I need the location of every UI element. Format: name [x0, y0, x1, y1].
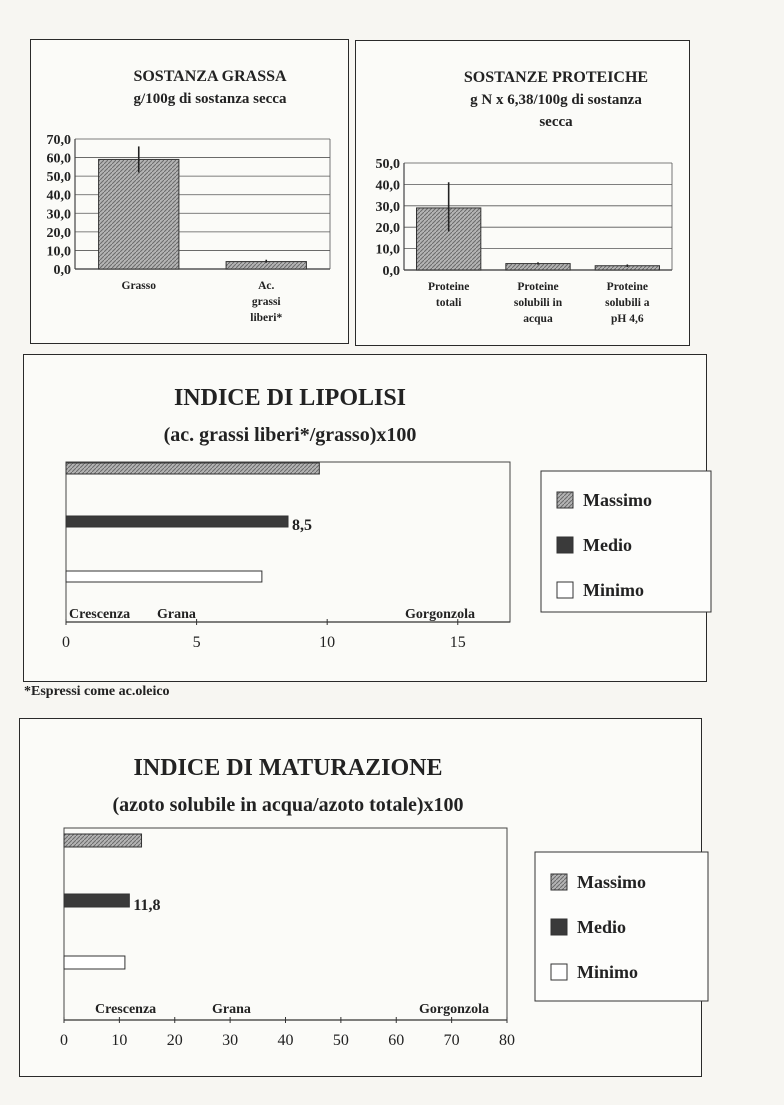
chart2-inner-label: Grana	[157, 607, 196, 622]
chart0-y-tick-label: 10,0	[46, 244, 71, 260]
chart0-y-tick-label: 70,0	[46, 133, 71, 148]
chart1-category-label: solubili a	[605, 297, 650, 309]
chart2-inner-label: Gorgonzola	[405, 607, 475, 622]
chart3-legend-label: Massimo	[577, 872, 646, 892]
chart3-inner-label: Crescenza	[95, 1002, 157, 1017]
chart0-y-tick-label: 40,0	[46, 188, 71, 204]
chart0-category-label: Ac.	[258, 280, 275, 292]
chart1-y-tick-label: 20,0	[375, 221, 400, 237]
chart0-category-label: Grasso	[121, 280, 156, 292]
chart2-legend-swatch-massimo	[557, 492, 573, 508]
chart3-bar-massimo	[64, 834, 142, 847]
chart1-category-label: totali	[435, 297, 462, 309]
chart1-y-tick-label: 40,0	[375, 178, 400, 194]
chart1-y-tick-label: 30,0	[375, 199, 400, 215]
chart1-y-tick-label: 0,0	[382, 264, 400, 279]
chart0-y-tick-label: 30,0	[46, 207, 71, 223]
chart0-y-tick-label: 0,0	[53, 263, 71, 278]
chart2-legend-swatch-medio	[557, 537, 573, 553]
chart2-x-tick-label: 5	[192, 634, 201, 651]
chart2-legend-label: Minimo	[583, 580, 644, 600]
chart1-category-label: Proteine	[428, 281, 470, 293]
chart2-data-label: 8,5	[292, 517, 312, 534]
chart1-category-label: Proteine	[517, 281, 559, 293]
chart0-bar	[99, 159, 179, 269]
chart2-bar-medio	[66, 516, 288, 527]
chart3-legend-swatch-massimo	[551, 874, 567, 890]
chart0-bar	[226, 262, 306, 269]
chart1-y-tick-label: 50,0	[375, 157, 400, 172]
chart0-category-label: liberi*	[250, 312, 283, 324]
chart3-plot-frame	[64, 828, 507, 1020]
chart1-category-label: Proteine	[606, 281, 648, 293]
chart2-bar-minimo	[66, 571, 262, 582]
chart1-y-tick-label: 10,0	[375, 242, 400, 258]
chart3-subtitle: (azoto solubile in acqua/azoto totale)x100	[112, 794, 464, 816]
chart3-x-tick-label: 20	[166, 1032, 183, 1049]
chart3-bar-minimo	[64, 956, 125, 969]
chart3-x-tick-label: 40	[277, 1032, 294, 1049]
chart0-y-tick-label: 20,0	[46, 225, 71, 241]
chart2-plot-frame	[66, 462, 510, 622]
chart2-x-tick-label: 0	[62, 634, 70, 651]
chart3-x-tick-label: 60	[388, 1032, 405, 1049]
footnote: *Espressi come ac.oleico	[24, 684, 170, 699]
chart3-x-tick-label: 10	[111, 1032, 128, 1049]
chart2-legend-label: Medio	[583, 535, 632, 555]
chart3-inner-label: Grana	[212, 1002, 251, 1017]
chart3-legend-swatch-medio	[551, 919, 567, 935]
chart3-x-tick-label: 30	[222, 1032, 239, 1049]
chart1-category-label: pH 4,6	[611, 313, 644, 325]
chart3-x-tick-label: 0	[60, 1032, 68, 1049]
chart1-subtitle: secca	[539, 114, 573, 130]
chart0-title: SOSTANZA GRASSA	[133, 68, 287, 85]
chart1-category-label: solubili in	[513, 297, 563, 309]
chart2-x-tick-label: 10	[319, 634, 336, 651]
chart2-legend-label: Massimo	[583, 490, 652, 510]
chart3-x-tick-label: 70	[443, 1032, 460, 1049]
chart0-y-tick-label: 50,0	[46, 170, 71, 186]
chart2-x-tick-label: 15	[449, 634, 466, 651]
chart0-y-tick-label: 60,0	[46, 151, 71, 167]
chart3-data-label: 11,8	[133, 897, 161, 914]
chart3-legend-swatch-minimo	[551, 964, 567, 980]
chart2-subtitle: (ac. grassi liberi*/grasso)x100	[163, 424, 417, 446]
chart3-bar-medio	[64, 894, 129, 907]
chart3-title: INDICE DI MATURAZIONE	[133, 755, 443, 781]
chart3-legend-label: Minimo	[577, 962, 638, 982]
chart3-legend-label: Medio	[577, 917, 626, 937]
chart2-bar-massimo	[66, 463, 319, 474]
chart2-inner-label: Crescenza	[69, 607, 131, 622]
chart0-category-label: grassi	[251, 296, 281, 308]
chart0-subtitle: g/100g di sostanza secca	[133, 91, 287, 107]
chart1-subtitle: g N x 6,38/100g di sostanza	[470, 92, 642, 108]
chart3-inner-label: Gorgonzola	[419, 1002, 489, 1017]
chart2-legend-swatch-minimo	[557, 582, 573, 598]
chart1-category-label: acqua	[523, 313, 553, 325]
chart1-title: SOSTANZE PROTEICHE	[463, 69, 649, 86]
chart3-x-tick-label: 50	[332, 1032, 349, 1049]
chart3-x-tick-label: 80	[499, 1032, 515, 1049]
chart2-title: INDICE DI LIPOLISI	[173, 385, 407, 411]
